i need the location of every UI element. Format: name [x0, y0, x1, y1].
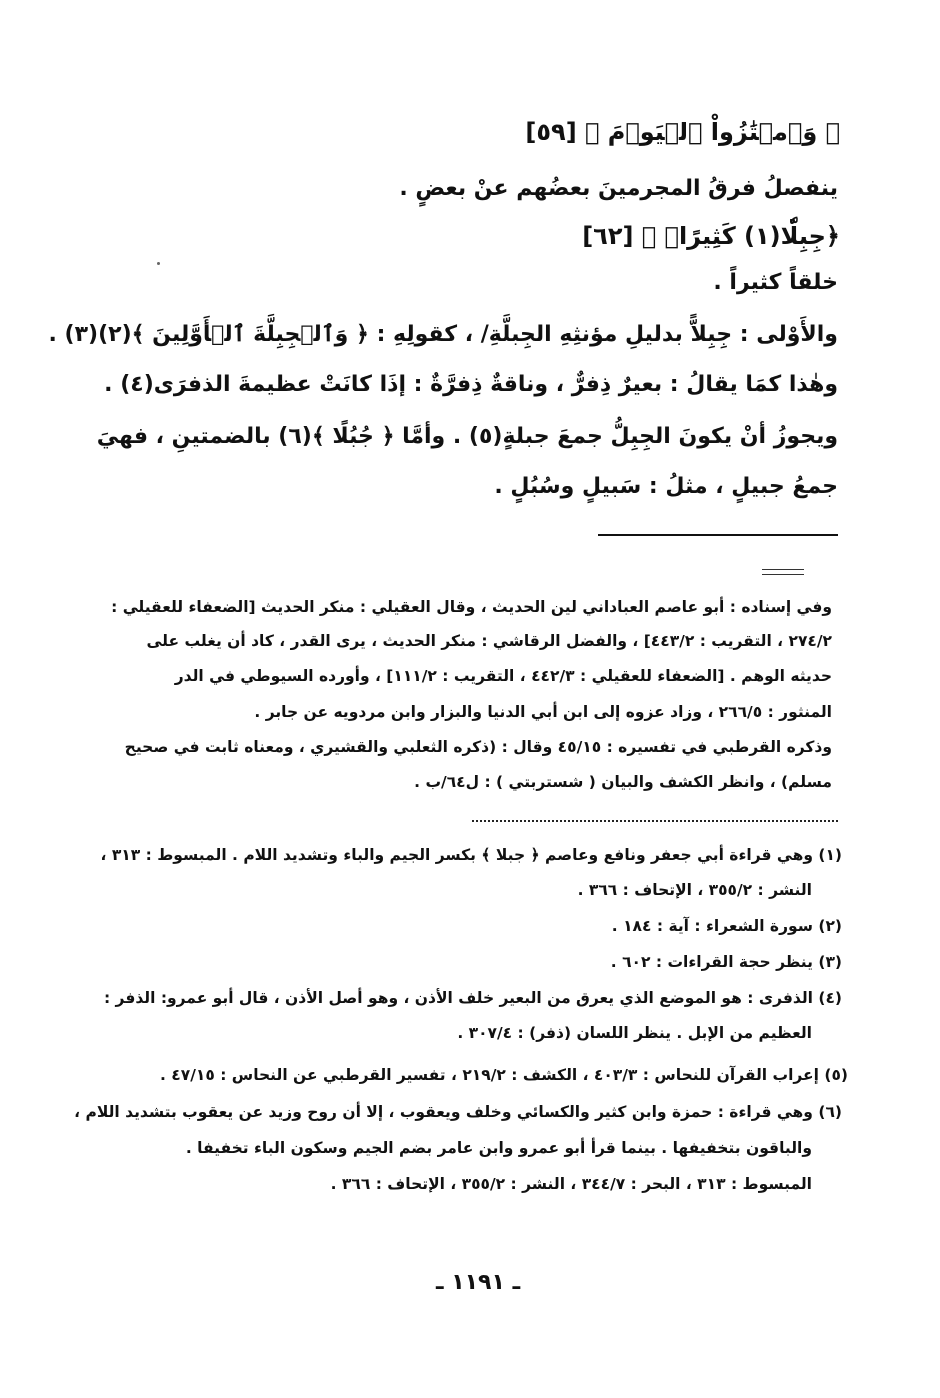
main-text-separator [598, 534, 838, 536]
continuation-mark [762, 569, 804, 575]
footnote-3: (٣) ينظر حجة القراءات : ٦٠٢ . [610, 953, 842, 971]
carryover-note-line: وفي إسناده : أبو عاصم العباداني لين الحديث ، وقال العقيلي : منكر الحديث [الضعفاء للعقيلي : [111, 598, 832, 616]
commentary-line: والأَوْلى : جِبِلاًّ بدليلِ مؤنثِهِ الجِبلَّةِ/ ، كقولِهِ : ﴿ وَٱلۡجِبِلَّةَ ٱلۡأَوَّلِينَ ﴾(٢)(٣) . [48, 322, 838, 347]
commentary-line: ينفصلُ فرقُ المجرمينَ بعضُهم عنْ بعضٍ . [399, 176, 838, 201]
carryover-note-line: حديثه الوهم . [الضعفاء للعقيلي : ٤٤٢/٣ ، التقريب : ١١١/٢] ، وأورده السيوطي في الدر [174, 667, 832, 685]
commentary-line: ويجوزُ أنْ يكونَ الجِبِلُّ جمعَ جبلةٍ(٥) . وأمَّا ﴿ جُبُلًا ﴾(٦) بالضمتينِ ، فهيَ [96, 424, 838, 449]
footnote-1: (١) وهي قراءة أبي جعفر ونافع وعاصم ﴿ جبلا ﴾ بكسر الجيم والباء وتشديد اللام . المبسوط : ٣١٣ ، [100, 846, 842, 864]
commentary-line: جمعُ جبيلٍ ، مثلُ : سَبيلٍ وسُبُلٍ . [494, 474, 838, 499]
quran-verse-62: ﴿جِبِلّٗا(١) كَثِيرًاۖ ﴾ [٦٢] [582, 222, 840, 250]
carryover-note-line: وذكره القرطبي في تفسيره : ٤٥/١٥ وقال : (ذكره الثعلبي والقشيري ، ومعناه ثابت في صحيح [124, 738, 832, 756]
commentary-line: وهٰذا كمَا يقالُ : بعيرٌ ذِفرٌّ ، وناقةٌ ذِفرَّةٌ : إذَا كانَتْ عظيمةَ الذفرَى(٤) . [104, 372, 838, 397]
footnote-6-continued: المبسوط : ٣١٣ ، البحر : ٣٤٤/٧ ، النشر : ٣٥٥/٢ ، الإتحاف : ٣٦٦ . [330, 1175, 812, 1193]
quran-verse-59: ﴿ وَٱمۡتَٰزُواْ ٱلۡيَوۡمَ ﴾ [٥٩] [525, 118, 840, 146]
page-number: ـ ١١٩١ ـ [436, 1270, 521, 1295]
carryover-note-line: المنثور : ٢٦٦/٥ ، وزاد عزوه إلى ابن أبي الدنيا والبزار وابن مردويه عن جابر . [254, 703, 832, 721]
carryover-note-line: ٢٧٤/٢ ، التقريب : ٤٤٣/٢] ، والفضل الرقاشي : منكر الحديث ، يرى القدر ، كاد أن يغلب على [146, 632, 832, 650]
footnote-5: (٥) إعراب القرآن للنحاس : ٤٠٣/٣ ، الكشف : ٢١٩/٢ ، تفسير القرطبي عن النحاس : ٤٧/١٥ . [160, 1066, 848, 1084]
footnote-4-continued: العظيم من الإبل . ينظر اللسان (ذفر) : ٣٠٧/٤ . [457, 1024, 812, 1042]
footnote-6: (٦) وهي قراءة : حمزة وابن كثير والكسائي وخلف ويعقوب ، إلا أن روح وزيد عن يعقوب بتشديد اللام ، [74, 1103, 842, 1121]
footnote-1-continued: النشر : ٣٥٥/٢ ، الإتحاف : ٣٦٦ . [577, 881, 812, 899]
scan-speck [157, 262, 160, 265]
footnote-separator [472, 820, 838, 822]
commentary-line: خلقاً كثيراً . [713, 270, 838, 295]
footnote-2: (٢) سورة الشعراء : آية : ١٨٤ . [611, 917, 842, 935]
carryover-note-line: مسلم) ، وانظر الكشف والبيان ( شستربتي ) : ل٦٤/ب . [414, 773, 832, 791]
footnote-4: (٤) الذفرى : هو الموضع الذي يعرق من البعير خلف الأذن ، وهو أصل الأذن ، قال أبو عمرو: الذفر : [103, 989, 842, 1007]
footnote-6-continued: والباقون بتخفيفها . بينما قرأ أبو عمرو وابن عامر بضم الجيم وسكون الباء تخفيفا . [185, 1139, 812, 1157]
